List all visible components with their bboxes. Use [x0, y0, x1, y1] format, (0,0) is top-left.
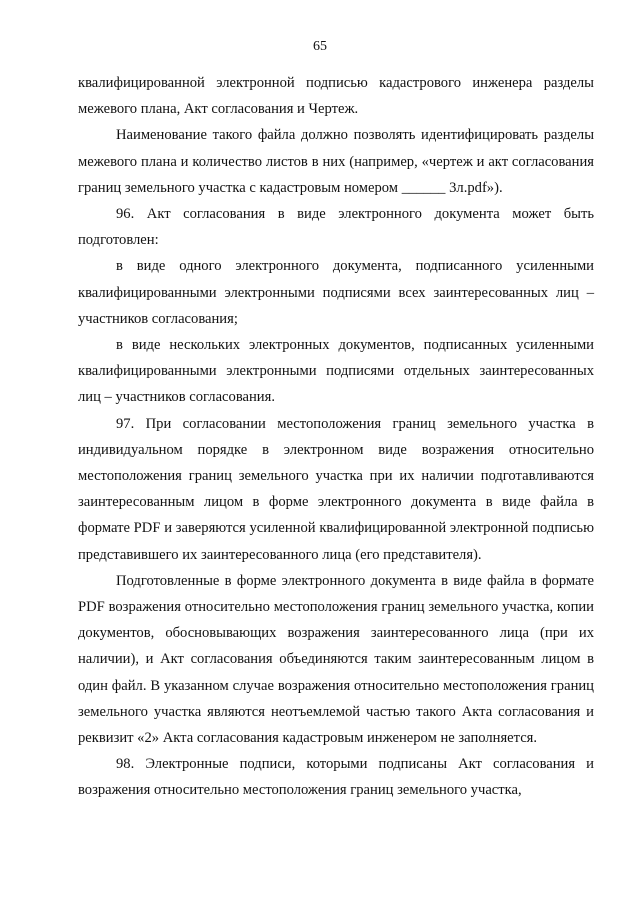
paragraph-96-option-multiple: в виде нескольких электронных документов, подписанных усиленными квалифицированными электронными подписями отдельных заинтересованных лиц – участников согласования.: [78, 337, 594, 406]
paragraph-97-prepared: Подготовленные в форме электронного документа в виде файла в формате PDF возражения относительно местоположения границ земельного участка, копии документов, обосновывающих возражения заинтересованного лица (при их наличии), и Акт согласования объединяются таким заинтересованным лицом в один файл. В указанном случае возражения относительно местоположения границ земельного участка являются неотъемлемой частью такого Акта согласования и реквизит «2» Акта согласования кадастровым инженером не заполняется.: [78, 572, 594, 747]
page-number: 65: [313, 39, 327, 54]
paragraph-continuation: квалифицированной электронной подписью кадастрового инженера разделы межевого плана, Акт согласования и Чертеж.: [78, 75, 594, 118]
paragraph-file-naming: Наименование такого файла должно позволять идентифицировать разделы межевого плана и количество листов в них (например, «чертеж и акт согласования границ земельного участка с кадастровым номером ______ 3л.pdf»).: [78, 127, 594, 196]
document-body: [78, 70, 594, 804]
paragraph-97: 97. При согласовании местоположения границ земельного участка в индивидуальном порядке в электронном виде возражения относительно местоположения границ земельного участка при их наличии подготавливаются заинтересованным лицом в форме электронного документа в виде файла в формате PDF и заверяются усиленной квалифицированной электронной подписью представившего их заинтересованного лица (его представителя).: [78, 415, 594, 563]
paragraph-96: 96. Акт согласования в виде электронного документа может быть подготовлен:: [78, 206, 594, 249]
paragraph-98: 98. Электронные подписи, которыми подписаны Акт согласования и возражения относительно местоположения границ земельного участка,: [78, 756, 594, 799]
paragraph-96-option-single: в виде одного электронного документа, подписанного усиленными квалифицированными электронными подписями всех заинтересованных лиц – участников согласования;: [78, 258, 594, 327]
